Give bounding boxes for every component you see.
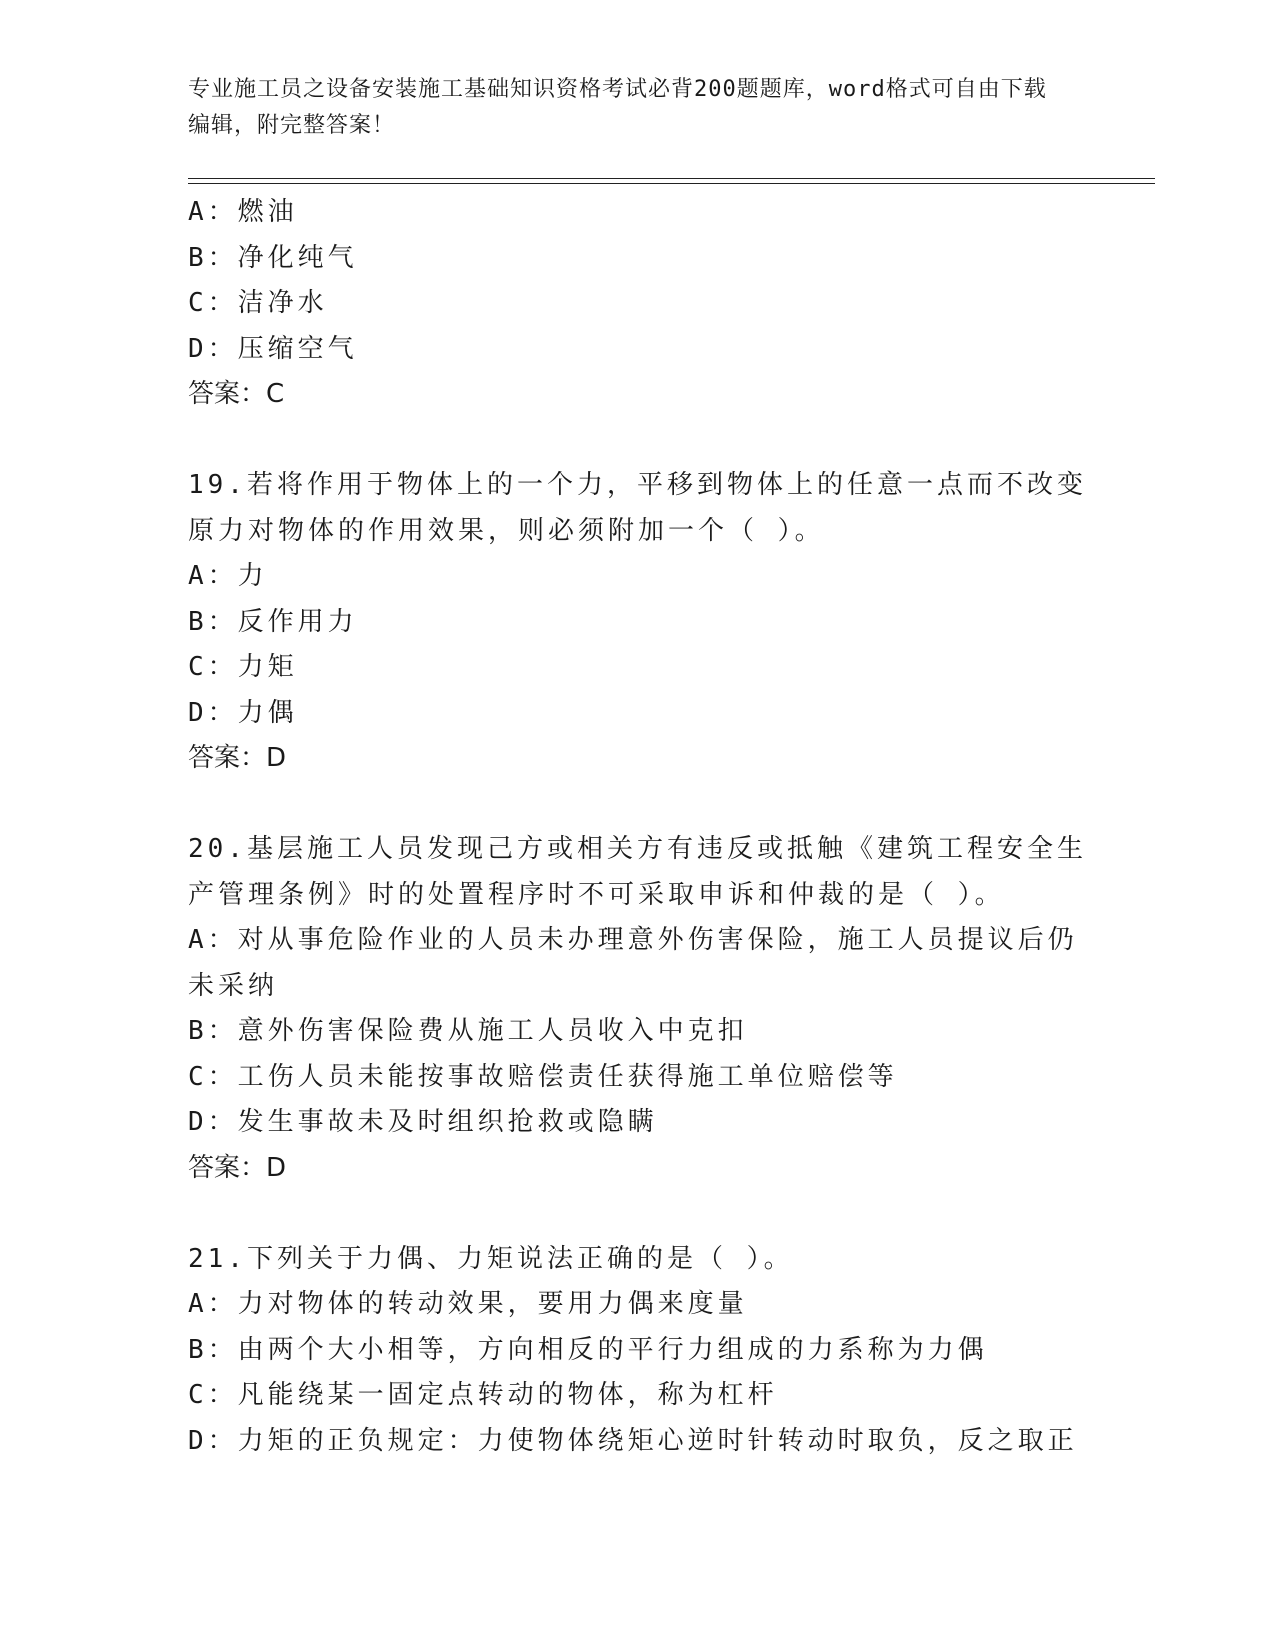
header-title: 专业施工员之设备安装施工基础知识资格考试必背200题题库，word格式可自由下载编辑，附完整答案！ <box>188 77 1047 138</box>
option-c: C：凡能绕某一固定点转动的物体，称为杠杆 <box>188 1380 778 1410</box>
question-21 <box>188 1237 1088 1465</box>
option-c: C：力矩 <box>188 652 298 682</box>
spacer <box>188 782 1088 828</box>
option-c: C：洁净水 <box>188 288 328 318</box>
header-rule-top <box>188 178 1155 179</box>
question-stem: 20.基层施工人员发现己方或相关方有违反或抵触《建筑工程安全生产管理条例》时的处置程序时不可采取申诉和仲裁的是（ ）。 <box>188 834 1087 910</box>
question-18-tail <box>188 190 1088 418</box>
question-stem: 19.若将作用于物体上的一个力，平移到物体上的任意一点而不改变原力对物体的作用效果，则必须附加一个（ ）。 <box>188 470 1087 546</box>
option-a: A：燃油 <box>188 197 298 227</box>
option-d: D：力偶 <box>188 697 298 728</box>
question-19 <box>188 463 1088 782</box>
option-d: D：发生事故未及时组织抢救或隐瞒 <box>188 1107 658 1137</box>
option-b: B：意外伤害保险费从施工人员收入中克扣 <box>188 1016 748 1046</box>
option-a: A：对从事危险作业的人员未办理意外伤害保险，施工人员提议后仍未采纳 <box>188 925 1078 1001</box>
question-20 <box>188 827 1088 1191</box>
option-d: D：压缩空气 <box>188 333 358 364</box>
question-stem: 21.下列关于力偶、力矩说法正确的是（ ）。 <box>188 1243 794 1274</box>
option-a: A：力对物体的转动效果，要用力偶来度量 <box>188 1289 748 1319</box>
answer: 答案：D <box>188 1152 287 1183</box>
document-header <box>188 72 1068 144</box>
spacer <box>188 1191 1088 1237</box>
option-b: B：净化纯气 <box>188 242 358 273</box>
option-a: A：力 <box>188 561 268 591</box>
option-b: B：由两个大小相等，方向相反的平行力组成的力系称为力偶 <box>188 1334 988 1365</box>
option-c: C：工伤人员未能按事故赔偿责任获得施工单位赔偿等 <box>188 1061 898 1092</box>
answer: 答案：D <box>188 743 287 773</box>
spacer <box>188 418 1088 464</box>
option-b: B：反作用力 <box>188 606 358 637</box>
question-list <box>188 190 1088 1464</box>
option-d: D：力矩的正负规定：力使物体绕矩心逆时针转动时取负，反之取正 <box>188 1425 1078 1456</box>
answer: 答案：C <box>188 379 285 409</box>
header-rule-bottom <box>188 183 1155 184</box>
